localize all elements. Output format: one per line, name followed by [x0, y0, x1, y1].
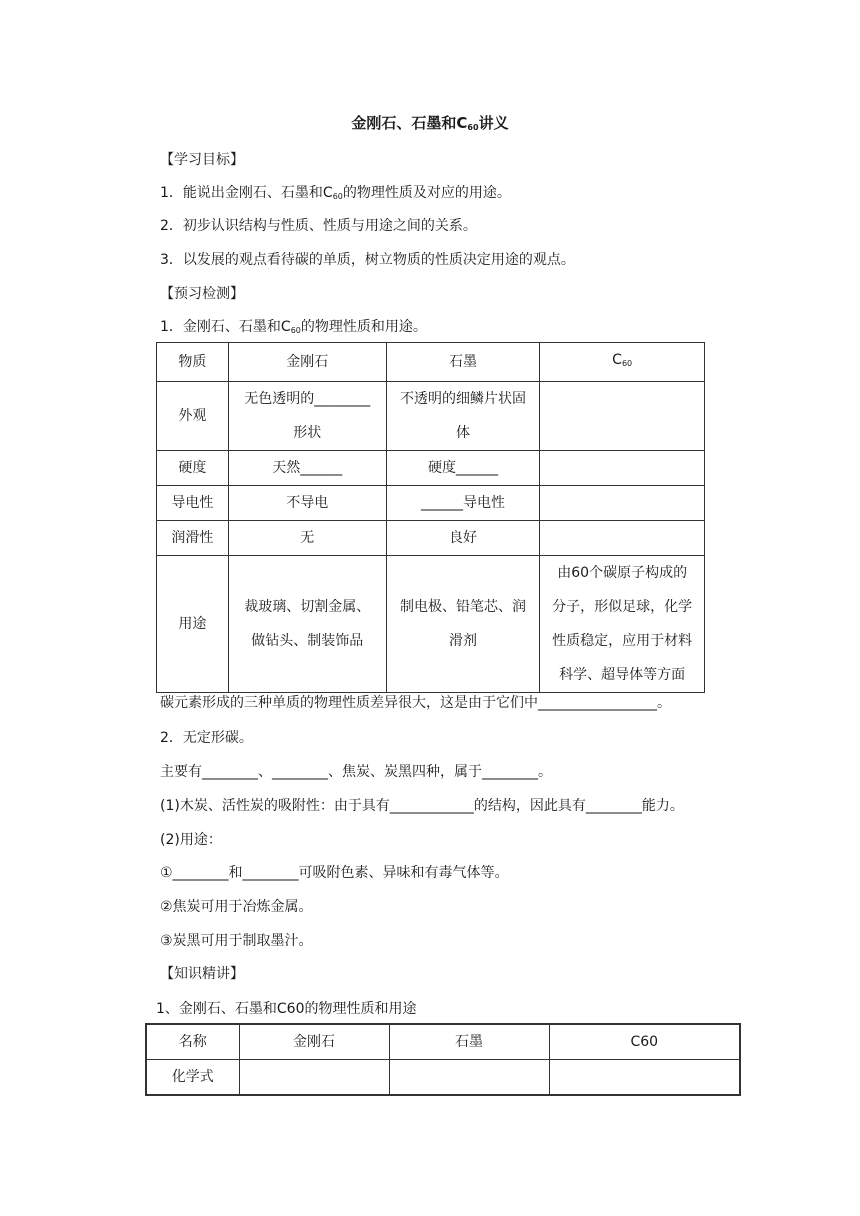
row-label: 化学式 [146, 1060, 239, 1096]
properties-table [156, 342, 705, 693]
table-header-row [146, 1024, 740, 1060]
question-2: 2．无定形碳。 [160, 730, 253, 746]
row-label: 导电性 [157, 486, 229, 521]
table-header-row [157, 343, 705, 382]
table-cell: ______导电性 [386, 486, 540, 521]
use-item-1: ①________和________可吸附色素、异味和有毒气体等。 [160, 865, 509, 881]
table-cell: 硬度______ [386, 451, 540, 486]
table-cell: 无色透明的________ 形状 [228, 382, 386, 451]
table-cell: 不导电 [228, 486, 386, 521]
table-cell: 天然______ [228, 451, 386, 486]
header-cell: $C_{60}$ [540, 343, 705, 382]
table-cell [239, 1060, 389, 1096]
row-label: 外观 [157, 382, 229, 451]
table-cell [389, 1060, 549, 1096]
section-heading-knowledge: 【知识精讲】 [160, 966, 244, 982]
table-cell [540, 382, 705, 451]
header-cell: C60 [549, 1024, 740, 1060]
row-label: 硬度 [157, 451, 229, 486]
table-cell [540, 521, 705, 556]
knowledge-item-1: 1、金刚石、石墨和C60的物理性质和用途 [156, 1001, 417, 1017]
goal-3: 3．以发展的观点看待碳的单质，树立物质的性质决定用途的观点。 [160, 252, 575, 268]
header-cell: 金刚石 [228, 343, 386, 382]
table-cell [549, 1060, 740, 1096]
table-row [157, 451, 705, 486]
table-row [146, 1060, 740, 1096]
table-cell [540, 486, 705, 521]
table-cell: 无 [228, 521, 386, 556]
row-label: 润滑性 [157, 521, 229, 556]
table-row [157, 486, 705, 521]
section-heading-preview: 【预习检测】 [160, 286, 244, 302]
goal-1: 1．能说出金刚石、石墨和$C_{60}$的物理性质及对应的用途。 [160, 185, 511, 201]
table-cell: 由60个碳原子构成的 分子，形似足球，化学 性质稳定，应用于材料 科学、超导体等方面 [540, 556, 705, 693]
use-item-2: ②焦炭可用于冶炼金属。 [160, 899, 313, 915]
table-cell [540, 451, 705, 486]
table-cell: 制电极、铅笔芯、润 滑剂 [386, 556, 540, 693]
section-heading-goals: 【学习目标】 [160, 152, 244, 168]
question-2-part-2: (2)用途： [160, 832, 222, 848]
row-label: 用途 [157, 556, 229, 693]
use-item-3: ③炭黑可用于制取墨汁。 [160, 933, 313, 949]
preview-question-1: 1．金刚石、石墨和$C_{60}$的物理性质和用途。 [160, 319, 427, 335]
header-cell: 金刚石 [239, 1024, 389, 1060]
table-row [157, 382, 705, 451]
table-row [157, 521, 705, 556]
goal-2: 2．初步认识结构与性质、性质与用途之间的关系。 [160, 218, 477, 234]
after-table-text: 碳元素形成的三种单质的物理性质差异很大，这是由于它们中_________________。 [160, 695, 671, 711]
knowledge-table [145, 1023, 741, 1096]
table-cell: 不透明的细鳞片状固 体 [386, 382, 540, 451]
document-title: 金刚石、石墨和$C_{60}$讲义 [351, 114, 509, 132]
table-cell: 良好 [386, 521, 540, 556]
header-cell: 石墨 [389, 1024, 549, 1060]
question-2-main: 主要有________、________、焦炭、炭黑四种，属于________。 [160, 764, 552, 780]
header-cell: 名称 [146, 1024, 239, 1060]
table-row [157, 556, 705, 693]
question-2-part-1: (1)木炭、活性炭的吸附性：由于具有____________的结构，因此具有________能力。 [160, 798, 684, 814]
header-cell: 物质 [157, 343, 229, 382]
table-cell: 裁玻璃、切割金属、 做钻头、制装饰品 [228, 556, 386, 693]
header-cell: 石墨 [386, 343, 540, 382]
